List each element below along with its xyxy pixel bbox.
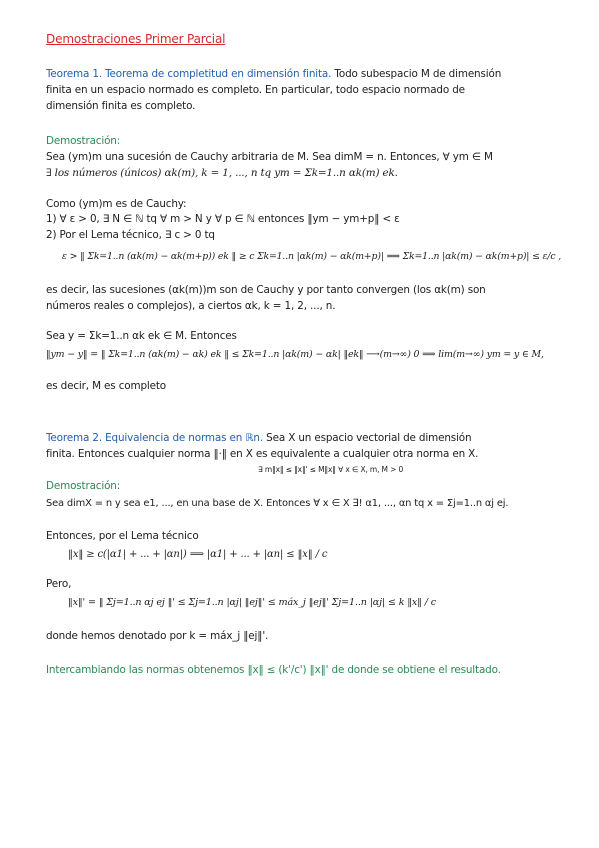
theorem-2-line-1: [46, 432, 471, 444]
theorem-2-heading: Teorema 2. Equivalencia de normas en ℝn.: [46, 432, 263, 444]
theorem-1-proof-label: Demostración:: [46, 135, 121, 147]
theorem-2-conclusion: Intercambiando las normas obtenemos ‖x‖ ≤ (k'/c') ‖x‖' de donde se obtiene el resultado.: [46, 664, 501, 676]
theorem-1-limit-definition: Sea y = Σk=1..n αk ek ∈ M. Entonces: [46, 330, 237, 342]
page-title: Demostraciones Primer Parcial: [46, 32, 226, 46]
theorem-1-line-2: finita en un espacio normado es completo. En particular, todo espacio normado de: [46, 84, 465, 96]
theorem-1-conclusion: es decir, M es completo: [46, 380, 166, 392]
theorem-2-basis-line: Sea dimX = n y sea e1, ..., en una base de X. Entonces ∀ x ∈ X ∃! α1, ..., αn tq x = Σj=1..n αj ej.: [46, 498, 509, 509]
theorem-2-lemma-bound: ‖x‖ ≥ c(|α1| + ... + |αn|) ⟹ |α1| + ... + |αn| ≤ ‖x‖ / c: [68, 549, 328, 560]
theorem-2-proof-label: Demostración:: [46, 480, 121, 492]
theorem-1-cauchy-item-1: 1) ∀ ε > 0, ∃ N ∈ ℕ tq ∀ m > N y ∀ p ∈ ℕ entonces ‖ym − ym+p‖ < ε: [46, 213, 400, 225]
theorem-2-line-2: finita. Entonces cualquier norma ‖·‖ en X es equivalente a cualquier otra norma en X.: [46, 448, 479, 460]
theorem-1-proof-line-1: Sea (ym)m una sucesión de Cauchy arbitraria de M. Sea dimM = n. Entonces, ∀ ym ∈ M: [46, 151, 493, 163]
theorem-1-line-3: dimensión finita es completo.: [46, 100, 196, 112]
theorem-1-cauchy-item-2: 2) Por el Lema técnico, ∃ c > 0 tq: [46, 229, 215, 241]
theorem-1-line-1: [46, 68, 501, 80]
theorem-2-but-label: Pero,: [46, 578, 72, 590]
theorem-1-limit-estimate: ‖ym − y‖ = ‖ Σk=1..n (αk(m) − αk) ek ‖ ≤ Σk=1..n |αk(m) − αk| ‖ek‖ ⟶(m→∞) 0 ⟹ lim(m→∞) ym = y ∈ M,: [46, 349, 544, 360]
theorem-1-inequality-chain: ε > ‖ Σk=1..n (αk(m) − αk(m+p)) ek ‖ ≥ c Σk=1..n |αk(m) − αk(m+p)| ⟹ Σk=1..n |αk(m) − αk(m+p)| ≤ ε/c ,: [62, 251, 562, 262]
theorem-1-statement-start: Todo subespacio M de dimensión: [331, 68, 502, 80]
theorem-2-statement-start: Sea X un espacio vectorial de dimensión: [263, 432, 472, 444]
theorem-1-convergence-line-1: es decir, las sucesiones (αk(m))m son de Cauchy y por tanto convergen (los αk(m) son: [46, 284, 486, 296]
theorem-1-cauchy-intro: Como (ym)m es de Cauchy:: [46, 198, 187, 210]
theorem-2-lemma-intro: Entonces, por el Lema técnico: [46, 530, 199, 542]
theorem-2-constant-definition: donde hemos denotado por k = máx_j ‖ej‖'.: [46, 630, 269, 642]
theorem-2-equivalence-note: ∃ m‖x‖ ≤ ‖x‖' ≤ M‖x‖ ∀ x ∈ X, m, M > 0: [258, 465, 404, 474]
theorem-1-proof-line-2: ∃ los números (únicos) αk(m), k = 1, ..., n tq ym = Σk=1..n αk(m) ek.: [46, 167, 398, 179]
theorem-2-norm-estimate: ‖x‖' = ‖ Σj=1..n αj ej ‖' ≤ Σj=1..n |αj| ‖ej‖' ≤ máx_j ‖ej‖' Σj=1..n |αj| ≤ k ‖x‖ / c: [68, 597, 436, 608]
theorem-1-convergence-line-2: números reales o complejos), a ciertos αk, k = 1, 2, ..., n.: [46, 300, 336, 312]
theorem-1-heading: Teorema 1. Teorema de completitud en dimensión finita.: [46, 68, 332, 80]
